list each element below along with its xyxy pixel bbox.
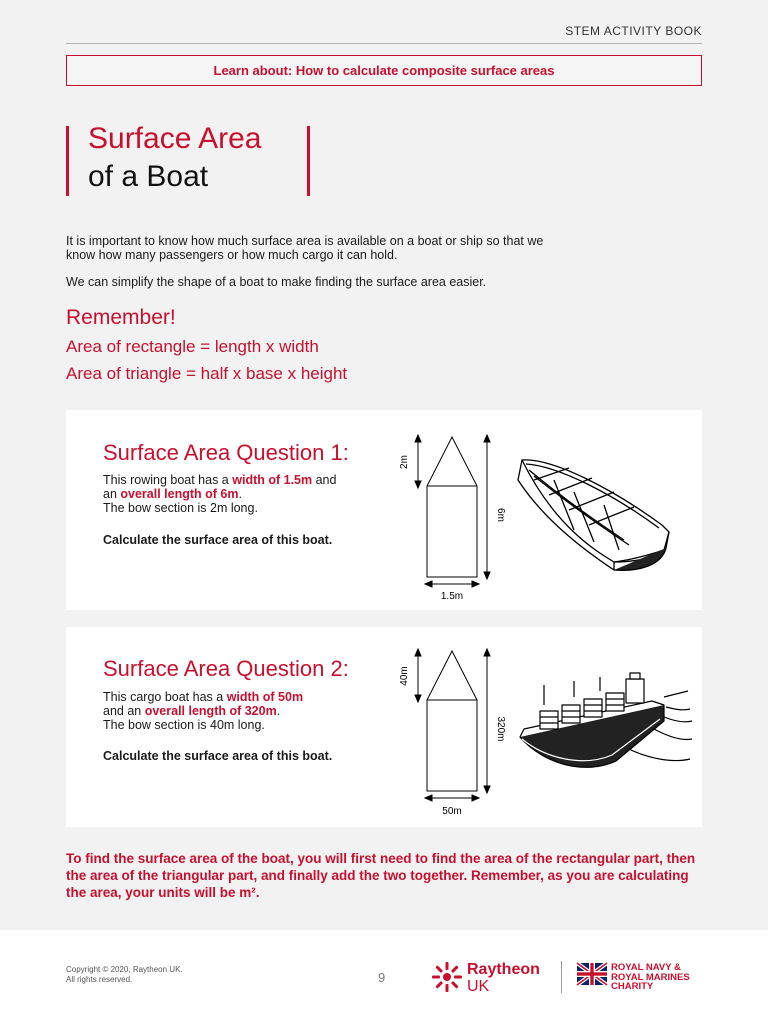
arrowhead (484, 649, 490, 656)
question-description (103, 473, 353, 515)
calculate-instruction: Calculate the surface area of this boat. (103, 749, 333, 763)
charity-line: ROYAL MARINES (611, 971, 690, 983)
width-label: 1.5m (440, 591, 464, 602)
learn-about-banner (66, 55, 702, 86)
boat-shape-diagram (401, 644, 511, 824)
brand-region: UK (467, 978, 490, 995)
arrowhead (484, 572, 490, 579)
question-length-highlight: overall length of 6m (120, 487, 239, 501)
cargo-boat-illustration (514, 667, 694, 787)
arrowhead (415, 435, 421, 442)
instruction-note: To find the surface area of the boat, you will first need to find the area of the rectangular part, then the area of the triangular part, and finally add the two together. Remember, as you are calculating the area, your units will be m². (66, 851, 696, 900)
intro-paragraph-2: We can simplify the shape of a boat to make finding the surface area easier. (66, 275, 487, 289)
boat-shape-diagram (401, 430, 511, 605)
page-number: 9 (378, 970, 386, 985)
arrowhead (472, 795, 479, 801)
bow-length-label: 40m (399, 666, 410, 686)
page-title-line1: Surface Area (88, 122, 262, 155)
charity-line: ROYAL NAVY & (611, 962, 681, 973)
learn-about-text: Learn about: How to calculate composite surface areas (213, 63, 555, 78)
width-label: 50m (442, 806, 462, 817)
brand-name: Raytheon (467, 961, 540, 978)
bow-length-label: 2m (399, 455, 410, 469)
question-text: and an (103, 704, 145, 718)
arrowhead (425, 795, 432, 801)
arrowhead (415, 481, 421, 488)
intro-paragraph-1: It is important to know how much surface area is available on a boat or ship so that we know how many passengers or how much cargo it can hold. (66, 234, 544, 262)
formula-triangle: Area of triangle = half x base x height (66, 364, 348, 383)
question-title: Surface Area Question 2: (103, 656, 349, 681)
page-title-line2: of a Boat (88, 160, 209, 193)
copyright-line: All rights reserved. (66, 974, 133, 984)
boat-outline (427, 437, 477, 577)
question-length-highlight: overall length of 320m (144, 704, 277, 718)
copyright-line: Copyright © 2020, Raytheon UK. (66, 965, 183, 974)
question-text: and an (103, 473, 337, 501)
rowing-boat-illustration (514, 450, 689, 580)
union-flag-icon (577, 963, 607, 985)
remember-heading: Remember! (66, 306, 176, 329)
question-card-1 (66, 410, 702, 610)
question-text: . (276, 704, 281, 718)
question-width-highlight: width of 50m (226, 690, 304, 704)
bow-text: The bow section is 2m long. (103, 501, 258, 515)
header-divider (66, 43, 702, 44)
page-footer (0, 930, 768, 1024)
overall-length-label: 320m (495, 716, 506, 742)
footer-divider (561, 961, 562, 993)
charity-name (611, 963, 690, 992)
header-label: STEM ACTIVITY BOOK (565, 24, 702, 38)
question-description (103, 690, 353, 732)
question-title: Surface Area Question 1: (103, 440, 349, 465)
question-text: . (238, 487, 242, 501)
boat-outline (427, 651, 477, 791)
title-bar-left (66, 126, 69, 196)
arrowhead (415, 695, 421, 702)
question-card-2 (66, 627, 702, 827)
arrowhead (484, 786, 490, 793)
arrowhead (415, 649, 421, 656)
charity-line: CHARITY (611, 981, 654, 992)
calculate-instruction: Calculate the surface area of this boat. (103, 533, 333, 547)
arrowhead (425, 581, 432, 587)
arrowhead (484, 435, 490, 442)
arrowhead (472, 581, 479, 587)
copyright-notice (66, 965, 183, 984)
overall-length-label: 6m (495, 508, 506, 522)
bow-text: The bow section is 40m long. (103, 718, 265, 732)
question-text: This rowing boat has a (103, 473, 233, 487)
question-width-highlight: width of 1.5m (232, 473, 313, 487)
formula-rectangle: Area of rectangle = length x width (66, 337, 319, 356)
title-bar-right (307, 126, 310, 196)
question-text: This cargo boat has a (103, 690, 227, 704)
raytheon-logo-icon (430, 960, 464, 994)
